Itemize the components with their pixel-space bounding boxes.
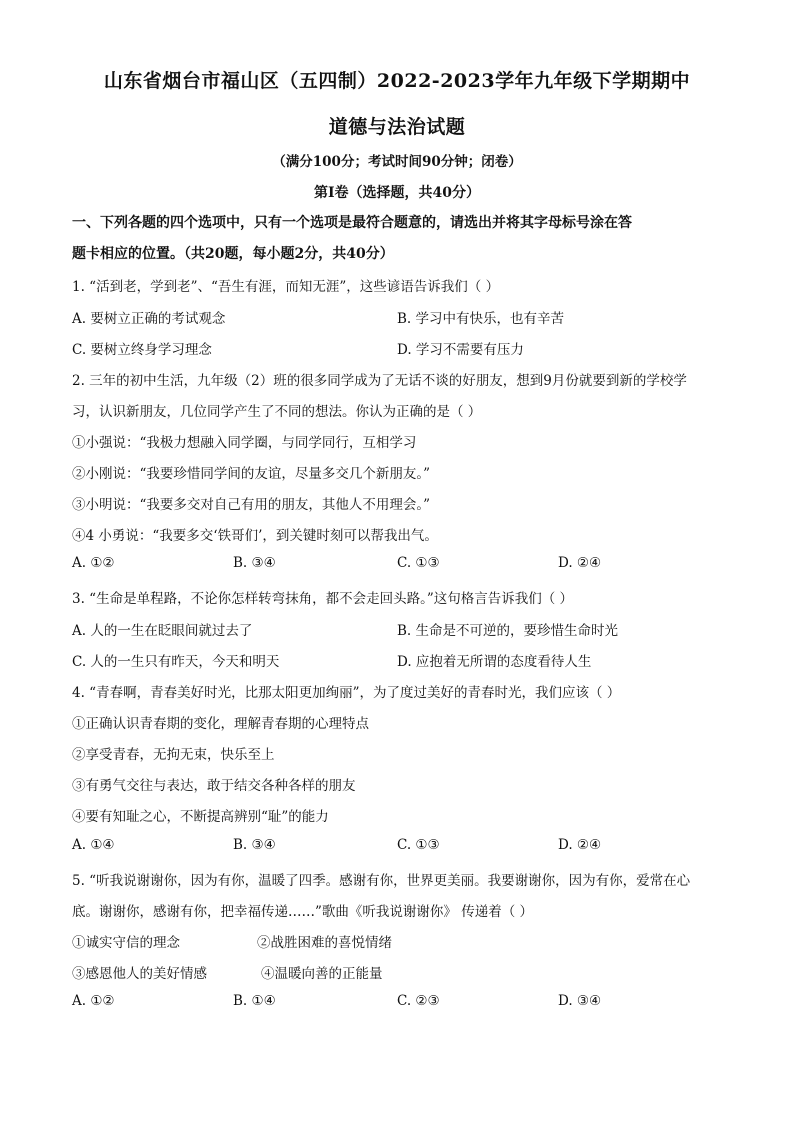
question-1-option-d: D. 学习不需要有压力 [397,342,524,358]
question-3-option-c: C. 人的一生只有昨天，今天和明天 [72,654,280,670]
question-2-item-2: ②小刚说：“我要珍惜同学间的友谊，尽量多交几个新朋友。” [72,466,431,482]
question-4-option-c: C. ①③ [397,837,440,853]
question-1-stem: 1. “活到老，学到老”、“吾生有涯，而知无涯”，这些谚语告诉我们（ ） [72,279,500,295]
question-3-stem: 3. “生命是单程路，不论你怎样转弯抹角，都不会走回头路。”这句格言告诉我们（ ） [72,591,574,607]
question-4-item-4: ④要有知耻之心，不断提高辨别“耻”的能力 [72,809,329,825]
question-2-option-d: D. ②④ [558,555,602,571]
question-5-stem-line1: 5. “听我说谢谢你，因为有你，温暖了四季。感谢有你，世界更美丽。我要谢谢你，因为有你，爱常在心 [72,873,691,889]
question-3-option-b: B. 生命是不可逆的，要珍惜生命时光 [397,623,619,639]
question-2-option-c: C. ①③ [397,555,440,571]
section-instruction-line2: 题卡相应的位置。（共20题，每小题2分，共40分） [72,246,394,262]
question-4-item-1: ①正确认识青春期的变化，理解青春期的心理特点 [72,716,369,732]
question-3-option-a: A. 人的一生在眨眼间就过去了 [72,623,253,639]
question-5-option-d: D. ③④ [558,993,602,1009]
question-5-option-a: A. ①② [72,993,115,1009]
question-5-item-4: ④温暖向善的正能量 [261,966,383,982]
question-4-item-2: ②享受青春，无拘无束，快乐至上 [72,747,275,763]
question-2-item-4: ④4 小勇说：“我要多交‘铁哥们’，到关键时刻可以帮我出气。 [72,528,438,544]
question-5-option-c: C. ②③ [397,993,440,1009]
question-4-option-a: A. ①④ [72,837,115,853]
question-2-stem-line2: 习，认识新朋友，几位同学产生了不同的想法。你认为正确的是（ ） [72,404,482,420]
exam-title-line1: 山东省烟台市福山区（五四制）2022-2023学年九年级下学期期中 [103,70,691,92]
question-3-option-d: D. 应抱着无所谓的态度看待人生 [397,654,592,670]
exam-title-line2: 道德与法治试题 [328,116,466,138]
question-5-item-2: ②战胜困难的喜悦情绪 [257,935,392,951]
question-2-option-a: A. ①② [72,555,115,571]
question-1-option-a: A. 要树立正确的考试观念 [72,311,226,327]
question-4-item-3: ③有勇气交往与表达，敢于结交各种各样的朋友 [72,778,356,794]
section-instruction-line1: 一、下列各题的四个选项中，只有一个选项是最符合题意的，请选出并将其字母标号涂在答 [72,215,632,231]
question-2-item-1: ①小强说：“我极力想融入同学圈，与同学同行，互相学习 [72,435,417,451]
question-1-option-b: B. 学习中有快乐，也有辛苦 [397,311,565,327]
question-1-option-c: C. 要树立终身学习理念 [72,342,212,358]
question-2-option-b: B. ③④ [233,555,276,571]
question-2-stem-line1: 2. 三年的初中生活，九年级（2）班的很多同学成为了无话不谈的好朋友，想到9月份就要到新的学校学 [72,373,687,389]
question-4-stem: 4. “青春啊，青春美好时光，比那太阳更加绚丽”，为了度过美好的青春时光，我们应该（ ） [72,685,621,701]
question-5-stem-line2: 底。谢谢你，感谢有你，把幸福传递……”歌曲《听我说谢谢你》 传递着（ ） [72,904,533,920]
question-4-option-d: D. ②④ [558,837,602,853]
question-5-item-1: ①诚实守信的理念 [72,935,180,951]
question-4-option-b: B. ③④ [233,837,276,853]
question-2-item-3: ③小明说：“我要多交对自己有用的朋友，其他人不用理会。” [72,497,431,513]
question-5-item-3: ③感恩他人的美好情感 [72,966,207,982]
question-5-option-b: B. ①④ [233,993,276,1009]
exam-info: （满分100分；考试时间90分钟；闭卷） [272,154,522,170]
part-title: 第Ⅰ卷（选择题，共40分） [313,185,481,201]
